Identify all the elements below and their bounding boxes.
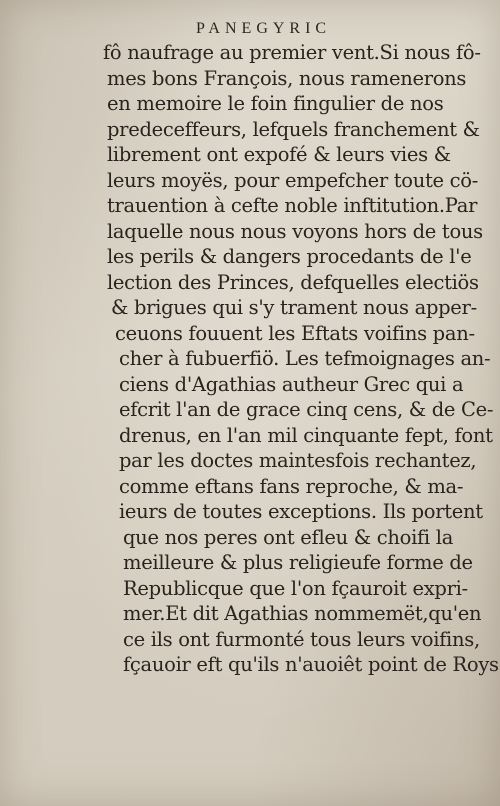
text-line: Republicque que l'on fçauroit expri- bbox=[123, 576, 468, 600]
text-line: ieurs de toutes exceptions. Ils portent bbox=[119, 500, 483, 523]
text-line: & brigues qui s'y trament nous apper- bbox=[111, 296, 477, 319]
text-line: comme eftans fans reproche, & ma- bbox=[119, 474, 464, 498]
text-line: lection des Princes, defquelles electiös bbox=[107, 270, 479, 294]
text-line: en memoire le foin fingulier de nos bbox=[107, 92, 444, 115]
text-line: par les doctes maintesfois rechantez, bbox=[119, 449, 477, 472]
running-head: PANEGYRIC bbox=[196, 20, 332, 37]
text-line: leurs moyës, pour empefcher toute cö- bbox=[107, 168, 479, 192]
text-line: efcrit l'an de grace cinq cens, & de Ce- bbox=[119, 398, 494, 421]
text-line: ce ils ont furmonté tous leurs voifins, bbox=[123, 627, 480, 651]
text-line: trauention à cefte noble inftitution.Par bbox=[107, 194, 478, 217]
body-text bbox=[103, 40, 499, 678]
text-line: fçauoir eft qu'ils n'auoiêt point de Roys bbox=[123, 653, 499, 676]
text-line: ciens d'Agathias autheur Grec qui a bbox=[119, 372, 464, 396]
text-line: laquelle nous nous voyons hors de tous bbox=[107, 219, 483, 243]
text-line: meilleure & plus religieufe forme de bbox=[123, 551, 473, 574]
text-line: drenus, en l'an mil cinquante fept, font bbox=[119, 423, 493, 447]
text-line: que nos peres ont efleu & choifi la bbox=[123, 525, 454, 549]
text-line: cher à fubuerfiö. Les tefmoignages an- bbox=[119, 347, 491, 370]
text-line: predeceffeurs, lefquels franchement & bbox=[107, 117, 480, 141]
text-line: les perils & dangers procedants de l'e bbox=[107, 245, 472, 268]
text-line: ceuons fouuent les Eftats voifins pan- bbox=[115, 321, 475, 345]
text-line: mes bons François, nous ramenerons bbox=[107, 66, 467, 90]
text-line: mer.Et dit Agathias nommemët,qu'en bbox=[123, 602, 482, 625]
text-line: librement ont expofé & leurs vies & bbox=[107, 143, 451, 166]
text-line: fô naufrage au premier vent.Si nous fô- bbox=[103, 41, 481, 64]
